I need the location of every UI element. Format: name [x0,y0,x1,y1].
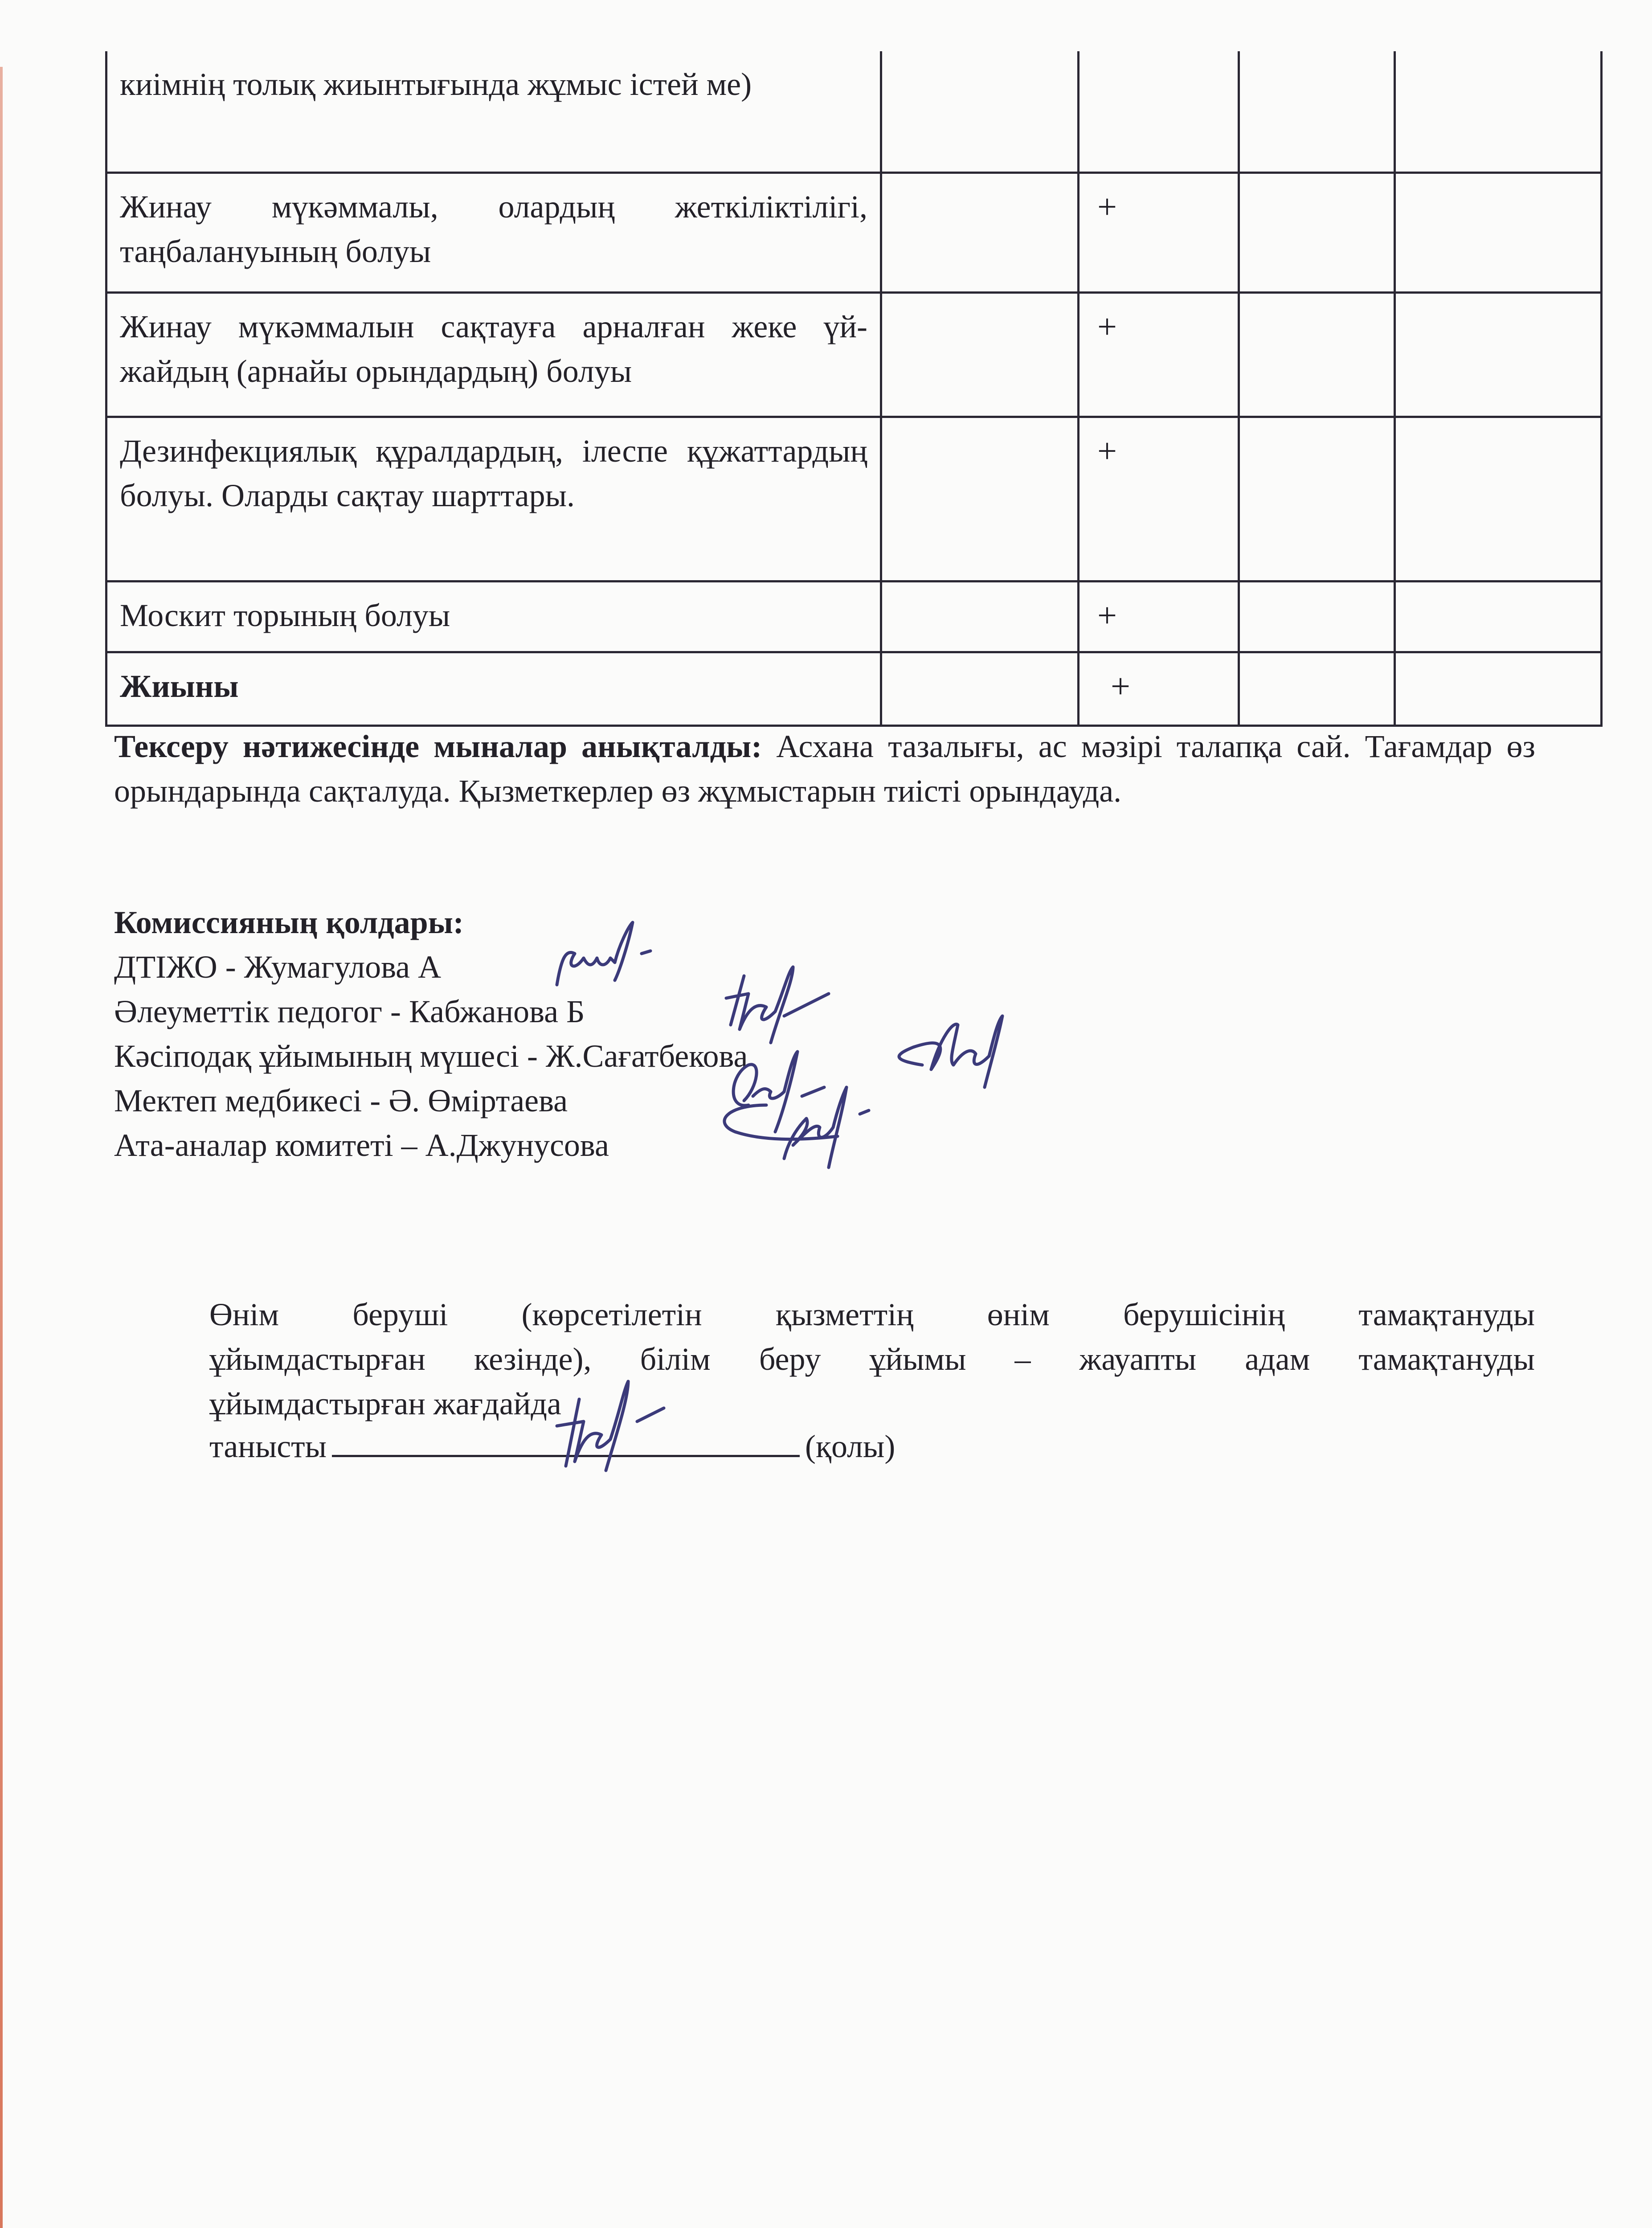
mark-cell: + [1079,652,1239,726]
mark-cell [1239,582,1395,652]
ack-line: ұйымдастырған кезінде), білім беру ұйымы – жауапты адам тамақтануды [209,1341,1535,1377]
mark-cell [1395,582,1602,652]
mark-cell: + [1079,582,1239,652]
table-row [106,293,1602,417]
total-label-cell: Жиыны [106,652,881,726]
mark-cell [881,173,1079,293]
commission-member: Кәсіподақ ұйымының мүшесі - Ж.Сағатбекова [114,1038,748,1074]
table-row [106,417,1602,582]
mark-cell [1239,51,1395,173]
table-row [106,51,1602,173]
criterion-cell: Жинау мүкәммалы, олардың жеткіліктілігі, таңбалануының болуы [106,173,881,293]
inspection-table [105,51,1603,727]
ack-sign-label: танысты [209,1429,327,1464]
criterion-cell: киімнің толық жиынтығында жұмыс істей ме) [106,51,881,173]
ack-line: Өнім беруші (көрсетілетін қызметтің өнім берушісінің тамақтануды [209,1297,1535,1332]
commission-member: ДТІЖО - Жумагулова А [114,949,442,985]
signature-3 [887,1012,1020,1092]
mark-cell [1079,51,1239,173]
commission-member: Әлеуметтік педогог - Кабжанова Б [114,994,585,1029]
mark-cell [1239,417,1395,582]
commission-title: Комиссияның қолдары: [114,905,464,940]
page-edge-left [0,67,3,2228]
table-row [106,173,1602,293]
mark-cell [881,51,1079,173]
ack-line: ұйымдастырған жағдайда [209,1386,561,1421]
table-total-row [106,652,1602,726]
criterion-cell: Москит торының болуы [106,582,881,652]
signature-1 [548,918,691,998]
mark-cell [1239,173,1395,293]
commission-member: Ата-аналар комитеті – А.Джунусова [114,1127,609,1163]
mark-cell [1395,417,1602,582]
mark-cell: + [1079,293,1239,417]
mark-cell [1395,293,1602,417]
signature-ack [548,1372,691,1475]
table-row [106,582,1602,652]
mark-cell [1395,51,1602,173]
mark-cell [1395,652,1602,726]
mark-cell [881,417,1079,582]
mark-cell [881,582,1079,652]
mark-cell [1239,293,1395,417]
criterion-cell: Дезинфекциялық құралдардың, ілеспе құжаттардың болуы. Оларды сақтау шарттары. [106,417,881,582]
mark-cell: + [1079,173,1239,293]
findings-text: Асхана тазалығы, ас мәзірі талапқа сай. Тағамдар өз орындарында сақталуда. Қызметкерлер өз жұмыстарын тиісті орындауда. [114,729,1535,809]
mark-cell [881,293,1079,417]
mark-cell: + [1079,417,1239,582]
signature-2 [722,962,873,1052]
inspection-findings [114,724,1535,813]
commission-member: Мектеп медбикесі - Ә. Өміртаева [114,1083,568,1118]
mark-cell [881,652,1079,726]
findings-label: Тексеру нәтижесінде мыналар анықталды: [114,729,762,764]
ack-sign-suffix: (қолы) [805,1429,896,1464]
acknowledgement-text [209,1292,1535,1426]
mark-cell [1395,173,1602,293]
mark-cell [1239,652,1395,726]
signature-5 [708,1078,904,1172]
criterion-cell: Жинау мүкәммалын сақтауға арналған жеке үй-жайдың (арнайы орындардың) болуы [106,293,881,417]
